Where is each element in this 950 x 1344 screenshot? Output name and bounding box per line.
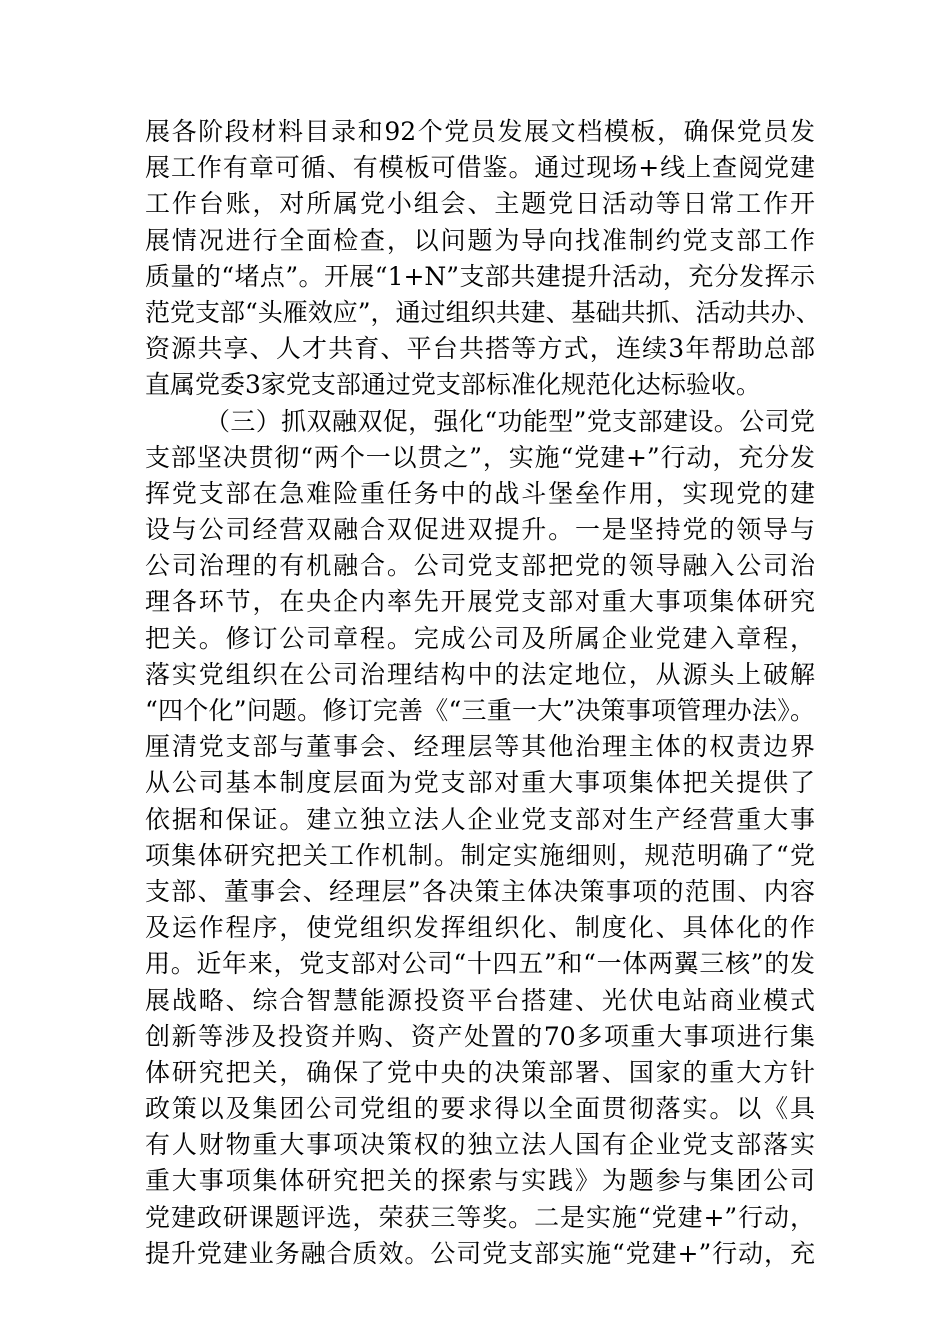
text-line-8: 直属党委3家党支部通过党支部标准化规范化达标验收。 bbox=[145, 370, 761, 400]
text-line-27: 体研究把关，确保了党中央的决策部署、国家的重大方针 bbox=[145, 1057, 815, 1087]
text-line-3: 工作台账，对所属党小组会、主题党日活动等日常工作开 bbox=[145, 189, 815, 219]
text-line-18: 厘清党支部与董事会、经理层等其他治理主体的权责边界 bbox=[145, 732, 815, 762]
body-text bbox=[145, 114, 821, 1272]
text-line-24: 用。近年来，党支部对公司“十四五”和“一体两翼三核”的发 bbox=[145, 949, 815, 979]
text-line-19: 从公司基本制度层面为党支部对重大事项集体把关提供了 bbox=[145, 768, 815, 798]
text-line-1: 展各阶段材料目录和92个党员发展文档模板，确保党员发 bbox=[145, 117, 815, 146]
text-line-32: 提升党建业务融合质效。公司党支部实施“党建+”行动，充 bbox=[145, 1238, 815, 1268]
text-line-26: 创新等涉及投资并购、资产处置的70多项重大事项进行集 bbox=[145, 1021, 815, 1051]
text-line-29: 有人财物重大事项决策权的独立法人国有企业党支部落实 bbox=[145, 1130, 815, 1160]
text-line-11: 挥党支部在急难险重任务中的战斗堡垒作用，实现党的建 bbox=[145, 478, 815, 508]
text-line-16: 落实党组织在公司治理结构中的法定地位，从源头上破解 bbox=[145, 659, 815, 689]
text-line-10: 支部坚决贯彻“两个一以贯之”，实施“党建+”行动，充分发 bbox=[145, 442, 815, 472]
text-line-5: 质量的“堵点”。开展“1+N”支部共建提升活动，充分发挥示 bbox=[145, 261, 815, 291]
text-line-12: 设与公司经营双融合双促进双提升。一是坚持党的领导与 bbox=[145, 515, 815, 545]
text-line-13: 公司治理的有机融合。公司党支部把党的领导融入公司治 bbox=[145, 551, 815, 581]
text-line-14: 理各环节，在央企内率先开展党支部对重大事项集体研究 bbox=[145, 587, 815, 617]
text-line-30: 重大事项集体研究把关的探索与实践》为题参与集团公司 bbox=[145, 1166, 815, 1196]
text-line-22: 支部、董事会、经理层”各决策主体决策事项的范围、内容 bbox=[145, 876, 815, 906]
text-line-7: 资源共享、人才共育、平台共搭等方式，连续3年帮助总部 bbox=[145, 334, 815, 364]
text-line-21: 项集体研究把关工作机制。制定实施细则，规范明确了“党 bbox=[145, 840, 815, 870]
text-line-6: 范党支部“头雁效应”，通过组织共建、基础共抓、活动共办、 bbox=[145, 297, 821, 327]
text-line-23: 及运作程序，使党组织发挥组织化、制度化、具体化的作 bbox=[145, 913, 815, 943]
section-heading-line: （三）抓双融双促，强化“功能型”党支部建设。公司党 bbox=[205, 406, 815, 436]
text-line-2: 展工作有章可循、有模板可借鉴。通过现场+线上查阅党建 bbox=[145, 153, 815, 183]
text-line-28: 政策以及集团公司党组的要求得以全面贯彻落实。以《具 bbox=[145, 1094, 815, 1124]
text-line-4: 展情况进行全面检查，以问题为导向找准制约党支部工作 bbox=[145, 225, 815, 255]
text-line-17: “四个化”问题。修订完善《“三重一大”决策事项管理办法》。 bbox=[145, 696, 815, 725]
text-line-15: 把关。修订公司章程。完成公司及所属企业党建入章程， bbox=[145, 623, 815, 653]
text-line-25: 展战略、综合智慧能源投资平台搭建、光伏电站商业模式 bbox=[145, 985, 815, 1015]
text-line-20: 依据和保证。建立独立法人企业党支部对生产经营重大事 bbox=[145, 804, 815, 834]
text-line-31: 党建政研课题评选，荣获三等奖。二是实施“党建+”行动， bbox=[145, 1202, 815, 1232]
